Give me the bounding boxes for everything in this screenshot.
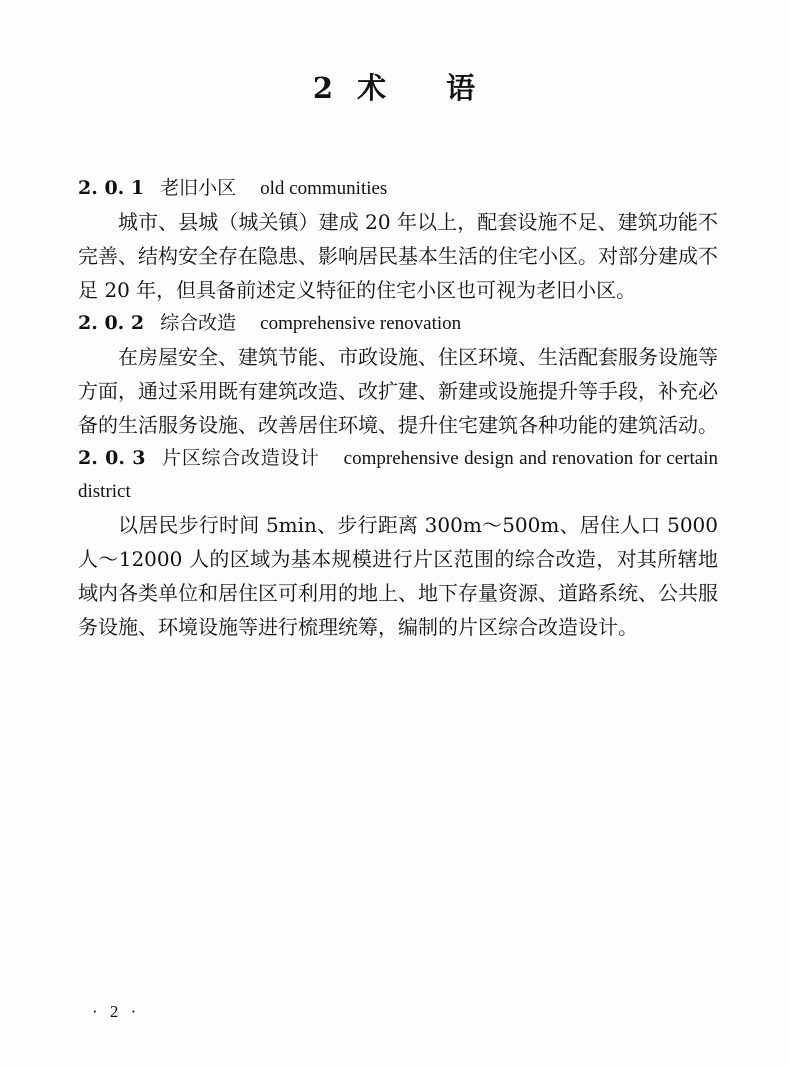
term-name-zh: 片区综合改造设计 [161, 447, 320, 469]
term-entry [78, 172, 718, 307]
term-definition: 城市、县城（城关镇）建成 20 年以上，配套设施不足、建筑功能不完善、结构安全存在隐患、影响居民基本生活的住宅小区。对部分建成不足 20 年，但具备前述定义特征的住宅小区也可视为老旧小区。 [78, 210, 718, 302]
term-heading [78, 172, 718, 205]
term-entry [78, 442, 718, 644]
term-number: 2. 0. 3 [78, 447, 146, 469]
chapter-title [0, 66, 790, 107]
term-name-en: comprehensive design and renovation for certain district [78, 448, 718, 502]
term-name-zh: 综合改造 [160, 312, 237, 334]
term-name-en: old communities [260, 178, 388, 199]
chapter-number: 2 [312, 71, 336, 105]
page-number: · 2 · [92, 1002, 141, 1021]
term-number: 2. 0. 1 [78, 177, 145, 199]
term-heading [78, 442, 718, 508]
chapter-title-part2: 语 [446, 71, 478, 105]
term-entry [78, 307, 718, 442]
term-heading [78, 307, 718, 340]
term-definition: 以居民步行时间 5min、步行距离 300m～500m、居住人口 5000 人～12000 人的区域为基本规模进行片区范围的综合改造，对其所辖地域内各类单位和居住区可利用的地上、地下存量资源、道路系统、公共服务设施、环境设施等进行梳理统筹，编制的片区综合改造设计。 [78, 513, 718, 639]
term-definition: 在房屋安全、建筑节能、市政设施、住区环境、生活配套服务设施等方面，通过采用既有建筑改造、改扩建、新建或设施提升等手段，补充必备的生活服务设施、改善居住环境、提升住宅建筑各种功能的建筑活动。 [78, 345, 718, 437]
terms-section [78, 172, 718, 644]
term-name-zh: 老旧小区 [160, 177, 237, 199]
term-name-en: comprehensive renovation [260, 313, 462, 334]
chapter-title-part1: 术 [357, 71, 389, 105]
term-number: 2. 0. 2 [78, 312, 145, 334]
